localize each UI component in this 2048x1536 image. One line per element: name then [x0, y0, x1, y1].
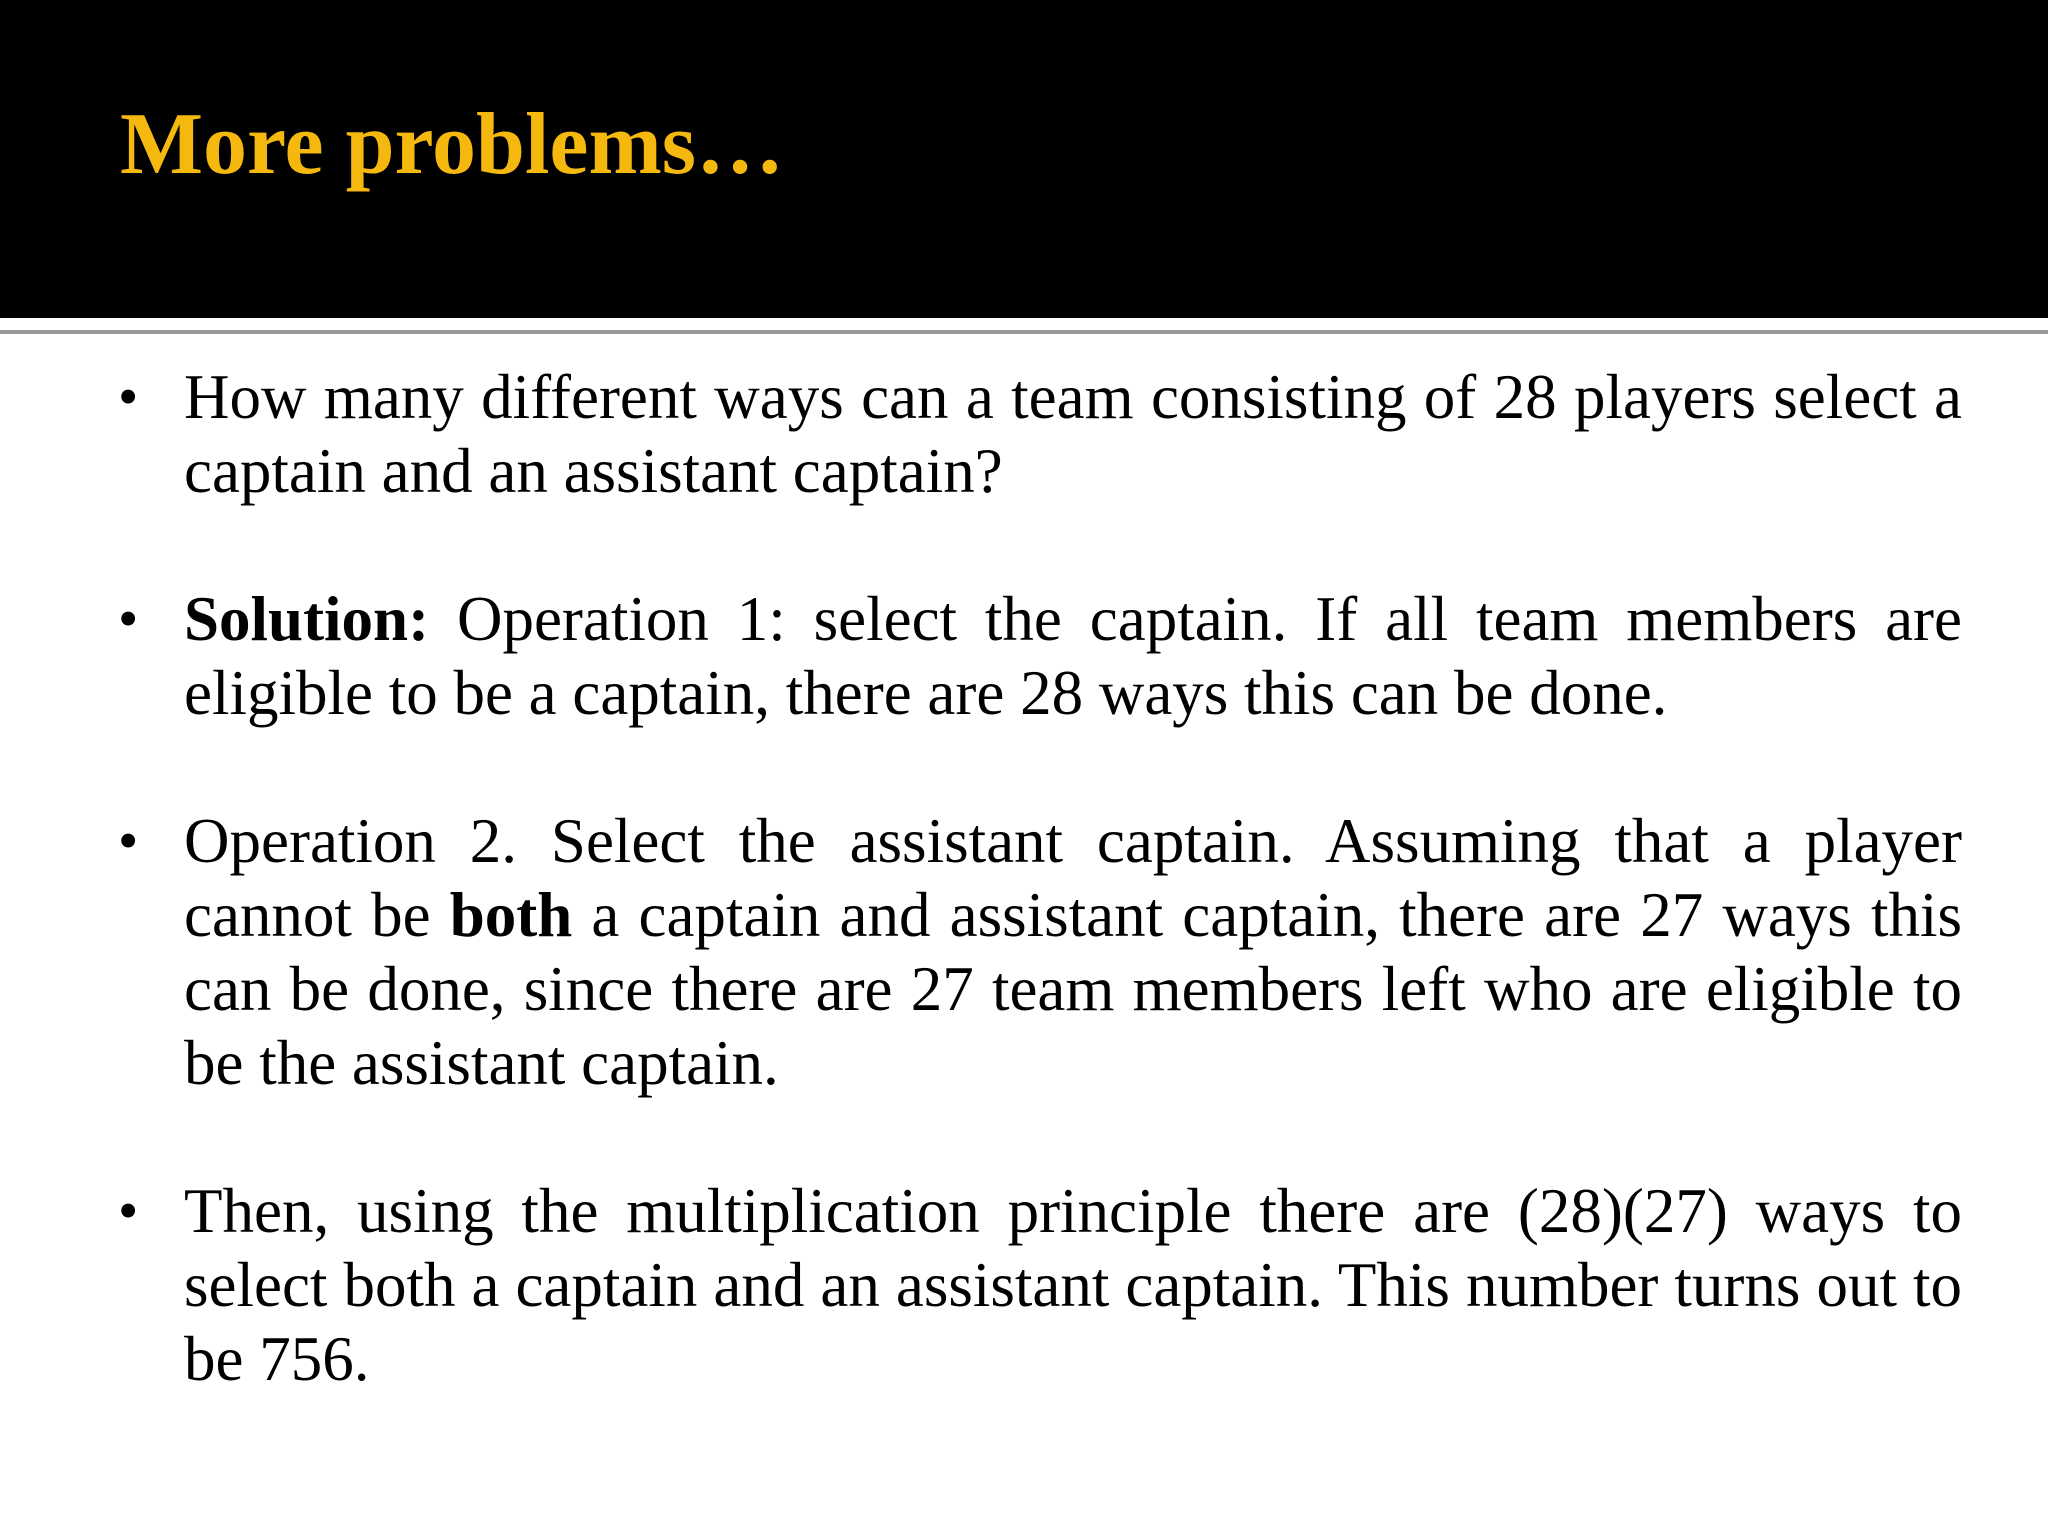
bullet-item-solution: [118, 582, 1962, 730]
solution-label: Solution:: [184, 584, 430, 654]
bullet-icon: •: [118, 586, 139, 651]
bullet-icon: •: [118, 808, 139, 873]
emphasis-both: both: [449, 880, 573, 950]
bullet-item-operation-2: [118, 804, 1962, 1100]
bullet-text-before: Operation 2. Select the assistant captain. Assuming that a player cannot be: [184, 806, 1962, 950]
bullet-text: How many different ways can a team consisting of 28 players select a captain and an assistant captain?: [184, 362, 1962, 506]
slide-title: More problems…: [120, 96, 784, 193]
bullet-text: Operation 1: select the captain. If all team members are eligible to be a captain, there are 28 ways this can be done.: [184, 584, 1962, 728]
bullet-text-after: a captain and assistant captain, there are 27 ways this can be done, since there are 27 team members left who are eligible to be the assistant captain.: [184, 880, 1962, 1098]
bullet-icon: •: [118, 364, 139, 429]
bullet-item-question: [118, 360, 1962, 508]
bullet-icon: •: [118, 1178, 139, 1243]
bullet-list: [118, 360, 1962, 1470]
title-divider: [0, 330, 2048, 334]
bullet-item-conclusion: [118, 1174, 1962, 1396]
title-band: [0, 0, 2048, 318]
bullet-text: Then, using the multiplication principle there are (28)(27) ways to select both a captain and an assistant captain. This number turns out to be 756.: [184, 1176, 1962, 1394]
